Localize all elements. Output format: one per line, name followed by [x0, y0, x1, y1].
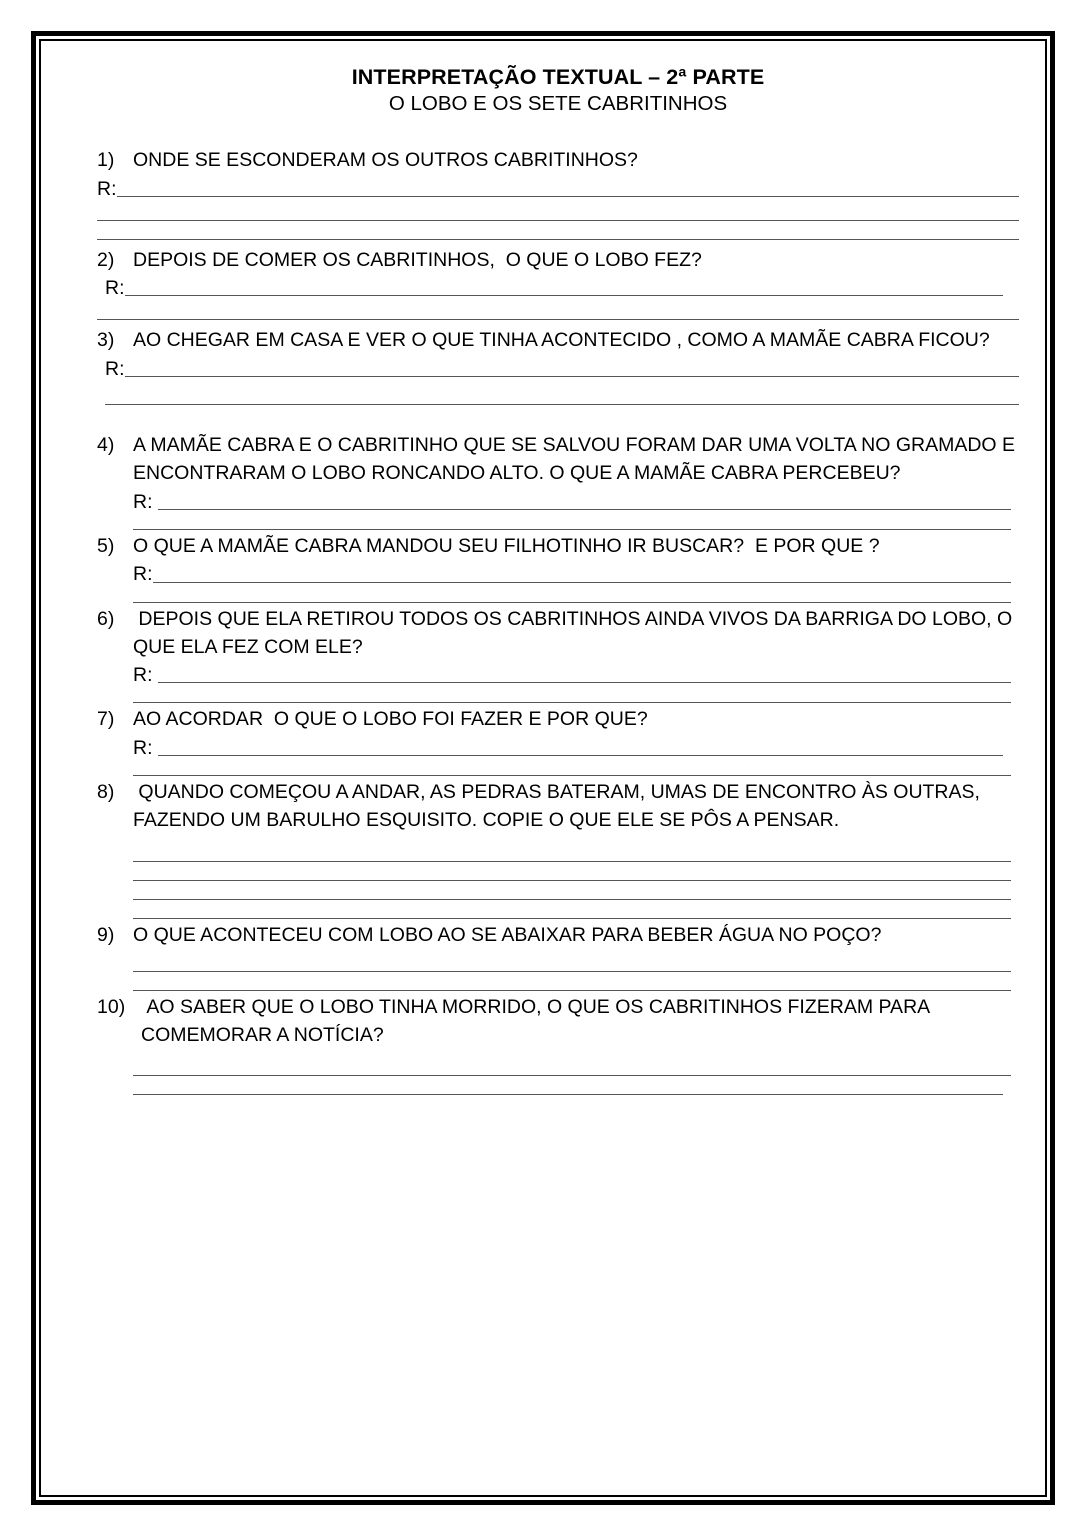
question-item-10	[97, 993, 1019, 1096]
question-item-3	[97, 326, 1019, 405]
answer-line[interactable]	[153, 582, 1012, 583]
answer-line[interactable]	[125, 376, 1020, 377]
answer-line[interactable]	[133, 702, 1011, 703]
answer-line[interactable]	[133, 918, 1011, 919]
answer-line[interactable]	[105, 404, 1019, 405]
question-item-6	[97, 605, 1019, 704]
answer-line[interactable]	[158, 509, 1011, 510]
answer-label-5: R:	[133, 563, 153, 586]
question-item-8	[97, 778, 1019, 919]
question-number-4: 4)	[97, 434, 115, 457]
answer-line[interactable]	[125, 295, 1004, 296]
question-list	[97, 146, 1019, 1095]
answer-line[interactable]	[133, 899, 1011, 900]
page-border-outer	[31, 31, 1055, 1505]
spacer	[97, 1076, 1019, 1094]
answer-line[interactable]	[133, 861, 1011, 862]
question-number-6: 6)	[97, 607, 115, 630]
answer-line[interactable]	[97, 239, 1019, 240]
question-number-7: 7)	[97, 708, 115, 731]
page-subtitle: O LOBO E OS SETE CABRITINHOS	[388, 92, 728, 116]
spacer	[97, 761, 1019, 775]
answer-line[interactable]	[133, 1075, 1011, 1076]
answer-line[interactable]	[133, 602, 1011, 603]
question-text-6: DEPOIS QUE ELA RETIROU TODOS OS CABRITINHOS AINDA VIVOS DA BARRIGA DO LOBO, O QUE ELA FEZ COM ELE?	[133, 607, 1018, 658]
question-number-3: 3)	[97, 329, 115, 352]
answer-line[interactable]	[117, 196, 1020, 197]
question-text-8: QUANDO COMEÇOU A ANDAR, AS PEDRAS BATERAM, UMAS DE ENCONTRO ÀS OUTRAS, FAZENDO UM BARULHO ESQUISITO. COPIE O QUE ELE SE PÔS A PENSAR.	[133, 781, 986, 832]
question-text-7: AO ACORDAR O QUE O LOBO FOI FAZER E POR QUE?	[133, 708, 648, 731]
question-number-10: 10)	[97, 995, 126, 1018]
question-item-2	[97, 246, 1019, 321]
answer-line[interactable]	[133, 990, 1011, 991]
answer-line[interactable]	[133, 775, 1011, 776]
spacer	[97, 1049, 1019, 1075]
answer-line[interactable]	[133, 1094, 1003, 1095]
question-text-4: A MAMÃE CABRA E O CABRITINHO QUE SE SALVOU FORAM DAR UMA VOLTA NO GRAMADO E ENCONTRARAM O LOBO RONCANDO ALTO. O QUE A MAMÃE CABRA PERCEBEU?	[133, 434, 1021, 485]
question-number-1: 1)	[97, 149, 115, 172]
answer-line[interactable]	[133, 880, 1011, 881]
answer-label-1: R:	[97, 177, 117, 200]
spacer	[97, 949, 1019, 971]
spacer	[97, 382, 1019, 404]
answer-line[interactable]	[97, 220, 1019, 221]
spacer	[97, 515, 1019, 529]
question-item-4	[97, 431, 1019, 530]
answer-label-2: R:	[105, 277, 125, 300]
spacer	[97, 900, 1019, 918]
answer-label-7: R:	[133, 736, 158, 759]
page-title: INTERPRETAÇÃO TEXTUAL – 2ª PARTE	[351, 65, 765, 89]
question-number-8: 8)	[97, 781, 115, 804]
spacer	[97, 202, 1019, 220]
worksheet-sheet	[41, 41, 1045, 1495]
question-item-9	[97, 921, 1019, 991]
question-item-5	[97, 532, 1019, 603]
spacer	[97, 862, 1019, 880]
spacer	[97, 688, 1019, 702]
answer-label-6: R:	[133, 664, 158, 687]
question-text-3: AO CHEGAR EM CASA E VER O QUE TINHA ACONTECIDO , COMO A MAMÃE CABRA FICOU?	[133, 329, 990, 352]
question-text-9: O QUE ACONTECEU COM LOBO AO SE ABAIXAR PARA BEBER ÁGUA NO POÇO?	[133, 923, 882, 946]
spacer	[97, 405, 1019, 431]
answer-line[interactable]	[158, 682, 1011, 683]
question-number-5: 5)	[97, 534, 115, 557]
question-number-9: 9)	[97, 923, 115, 946]
spacer	[97, 301, 1019, 319]
question-item-1	[97, 146, 1019, 240]
answer-line[interactable]	[133, 971, 1011, 972]
question-text-2: DEPOIS DE COMER OS CABRITINHOS, O QUE O LOBO FEZ?	[133, 248, 702, 271]
spacer	[97, 972, 1019, 990]
question-text-10: AO SABER QUE O LOBO TINHA MORRIDO, O QUE OS CABRITINHOS FIZERAM PARA COMEMORAR A NOTÍCIA?	[141, 995, 935, 1047]
answer-line[interactable]	[158, 755, 1003, 756]
question-item-7	[97, 705, 1019, 776]
question-text-1: ONDE SE ESCONDERAM OS OUTROS CABRITINHOS?	[133, 149, 638, 172]
spacer	[97, 881, 1019, 899]
spacer	[97, 588, 1019, 602]
spacer	[97, 221, 1019, 239]
question-text-5: O QUE A MAMÃE CABRA MANDOU SEU FILHOTINHO IR BUSCAR? E POR QUE ?	[133, 534, 880, 557]
answer-line[interactable]	[97, 319, 1019, 320]
question-number-2: 2)	[97, 248, 115, 271]
answer-line[interactable]	[133, 529, 1011, 530]
page-border-inner	[39, 39, 1047, 1497]
answer-label-3: R:	[105, 357, 125, 380]
answer-label-4: R:	[133, 490, 158, 513]
spacer	[97, 835, 1019, 861]
